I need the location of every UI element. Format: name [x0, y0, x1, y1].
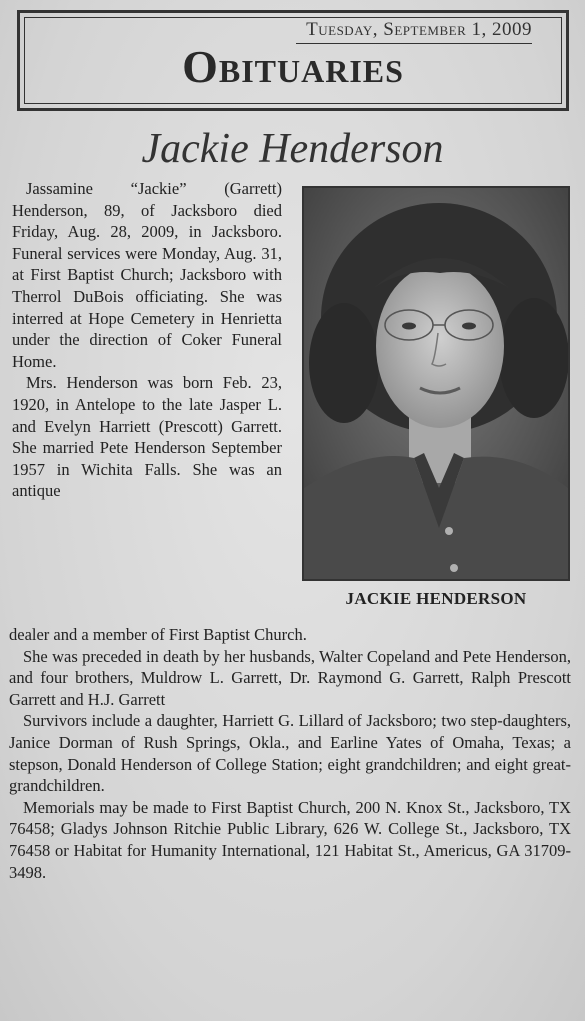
paragraph-biography: Mrs. Henderson was born Feb. 23, 1920, in Antelope to the late Jasper L. and Evelyn Harriett (Prescott) Garrett. She married Pete Henderson September 1957 in Wichita Falls. She was an antique — [12, 373, 282, 501]
left-text-column — [12, 178, 282, 502]
photo-caption: JACKIE HENDERSON — [345, 589, 527, 608]
paragraph-memorials: Memorials may be made to First Baptist Church, 200 N. Knox St., Jacksboro, TX 76458; Gladys Johnson Ritchie Public Library, 626 W. College St., Jacksboro, TX 76458 or Habitat for Humanity International, 121 Habitat St., Americus, GA 31709-3498. — [9, 797, 571, 882]
portrait-photo — [302, 186, 570, 581]
paragraph-survivors: Survivors include a daughter, Harriett G. Lillard of Jacksboro; two step-daughters, Janice Dorman of Rush Springs, Okla., and Earline Yates of Omaha, Texas; a stepson, Donald Henderson of College Station; eight grandchildren; and eight great-grandchildren. — [9, 711, 571, 796]
paragraph-death-notice: Jassamine “Jackie” (Garrett) Henderson, 89, of Jacksboro died Friday, Aug. 28, 2009, in Jacksboro. Funeral services were Monday, Aug. 31, at First Baptist Church; Jacksboro with Therrol DuBois officiating. She was interred at Hope Cemetery in Henrietta under the direction of Coker Funeral Home. — [12, 179, 282, 371]
publication-date: Tuesday, September 1, 2009 — [296, 19, 532, 44]
portrait-illustration — [304, 188, 568, 579]
masthead-box — [17, 10, 569, 111]
paragraph-preceded-in-death: She was preceded in death by her husbands, Walter Copeland and Pete Henderson, and four brothers, Muldrow L. Garrett, Dr. Raymond G. Garrett, Ralph Prescott Garrett and H.J. Garrett — [9, 646, 571, 709]
section-title: Obituaries — [182, 41, 404, 92]
obituary-name-heading: Jackie Henderson — [141, 126, 444, 172]
full-width-text — [9, 624, 571, 883]
paragraph-continuation: dealer and a member of First Baptist Church. — [9, 625, 307, 644]
